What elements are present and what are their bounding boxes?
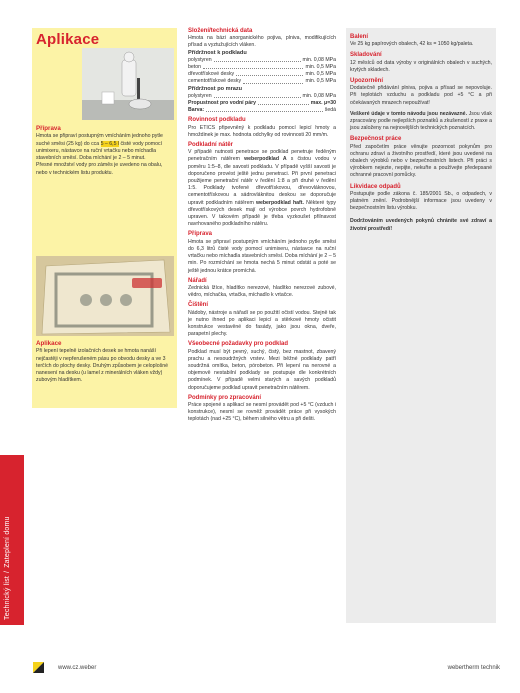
- footer-url[interactable]: www.cz.weber: [58, 665, 97, 671]
- adhesion-row: dřevotřískové desky min. 0,5 MPa: [188, 71, 336, 78]
- photo-mixing-illustration: [82, 48, 174, 120]
- substrate-text: Podklad musí být pevný, suchý, čistý, bez mastnot, zbavený prachu a nesoudržných vrstev. Mezi běžné podklady patří soudržná omítka, beton, pórobeton. Při lepení na nerovné a objemově nestabilní podklady se postupuje dle konkrétních podmínek. V případě velmi starých a savých podkladů doporučujeme podklad upravit penetračním nátěrem.: [188, 348, 336, 391]
- adhesion-row: beton min. 0,5 MPa: [188, 64, 336, 71]
- primer-text: V případě nutnosti penetrace se podklad penetruje ředěným penetračním nátěrem weberpodklad A s čistou vodou v poměru 1:5–8, dle savosti podkladu. V případě vyšší savosti je doporučeno provést ještě jednu penetraci. Při první penetraci použijeme penetrační nátěr v ředění 1:8 a při druhé v ředění 1:5. Podklady tvořené dřevotřískovou, dřevovláknovou, cementotřískovou a sádrovláknitou deskou se doporučuje upravit podkladním nátěrem weberpodklad haft. Některé typy dřevotřískových desek mají od výrobce povrch hydrofobně upraven. V takovém případě je třeba vyzkoušet přilnavost navrhovaného podkladního nátěru.: [188, 149, 337, 228]
- frost-row: polystyren min. 0,08 MPa: [188, 92, 336, 99]
- composition-heading: Složení/technická data: [188, 28, 253, 34]
- composition-text: Hmota na bázi anorganického pojiva, plniva, modifikujících přísad a vyztužujících vláken.: [188, 35, 336, 49]
- cleaning-text: Nádoby, nástroje a nářadí se po použití očistí vodou. Stejně tak je nutno ihned po aplikaci lepicí a stěrkové hmoty očistit konstrukce vestavěné do fasády, jako jsou okna, dveře, parapetní plechy.: [188, 309, 336, 338]
- photo-applying: [36, 256, 174, 336]
- disclaimer-text: Veškeré údaje v tomto návodu jsou nezávazné. Jsou však zpracovány podle nejlepších poznatků a zkušeností z praxe a jsou založeny na nejnovějších technických poznatcích.: [350, 110, 492, 132]
- sidebar-label-1: Technický list: [4, 575, 11, 620]
- footer-brand: webertherm technik: [447, 665, 500, 671]
- technical-column: [188, 28, 336, 424]
- safety-text: Před započetím práce věnujte pozornost pokynům pro ochranu zdraví a životního prostředí, které jsou uvedené na obalech výrobků nebo v bezpečnostních listech. Při práci s výrobkem nejezte, nepijte, nekuřte a používejte předepsané ochranné pracovní pomůcky.: [350, 143, 492, 179]
- sidebar-label-2: Zateplení domu: [4, 516, 11, 568]
- permeability-row: Propustnost pro vodní páry max. μ=30: [188, 100, 336, 107]
- conditions-heading: Podmínky pro zpracování: [188, 394, 262, 401]
- packaging-text: Ve 25 kg papírových obalech, 42 ks = 1050 kg/paleta.: [350, 41, 474, 48]
- adhesion-heading: Přídržnost k podkladu: [188, 49, 247, 56]
- application-heading: Aplikace: [36, 340, 62, 347]
- application-title: Aplikace: [36, 31, 100, 48]
- flatness-text: Pro ETICS připevněný k podkladu pomocí lepicí hmoty a hmoždinek je max. hodnota odchylky od rovinnosti 20 mm/m.: [188, 124, 336, 138]
- storage-heading: Skladování: [350, 52, 382, 59]
- flatness-heading: Rovinnost podkladu: [188, 117, 246, 124]
- warning-heading: Upozornění: [350, 78, 383, 85]
- color-row: Barva: šedá: [188, 107, 336, 114]
- sidebar-strip-top: [0, 0, 24, 455]
- application-section: [36, 340, 174, 385]
- preparation-text: Hmota se připraví postupným vmícháním jednoho pytle suché směsi (25 kg) do cca 5 – 6,5 l čisté vody pomocí unimixeru, nástavce na ruční vrtačku nebo míchadla stavebních směsí. Doba míchání je 2 – 5 minut.: [36, 133, 163, 162]
- preparation-note: Přesné množství vody pro záměs je uvedeno na obalu, nebo v technickém listu produktu.: [36, 162, 163, 176]
- waste-heading: Likvidace odpadů: [350, 183, 401, 190]
- tools-heading: Nářadí: [188, 277, 207, 284]
- photo-applying-illustration: [36, 256, 174, 336]
- warning-text: Dodatečně přidávání plniva, pojiva a přísad se nepovoluje. Při teplotách vzduchu a podkladu pod +5 °C a při očekávaných mrazech nepoužívat!: [350, 85, 492, 106]
- sidebar-separator: /: [4, 570, 11, 573]
- cleaning-heading: Čištění: [188, 302, 209, 309]
- water-amount-highlight: 5 – 6,5 l: [100, 140, 120, 147]
- frost-heading: Přídržnost po mrazu: [188, 85, 243, 92]
- closing-note: Dodržováním uvedených pokynů chráníte své zdraví a životní prostředí!: [350, 218, 492, 232]
- conditions-text: Práce spojené s aplikací se nesmí provádět pod +5 °C (vzduch i konstrukce), nesmí se rovněž provádět práce při vysokých teplotách (nad +25 °C), během silného větru a při dešti.: [188, 401, 336, 423]
- sidebar-strip: [0, 0, 24, 693]
- substrate-heading: Všeobecné požadavky pro podklad: [188, 341, 289, 348]
- info-column: [346, 28, 496, 623]
- adhesion-row: polystyren min. 0,08 MPa: [188, 56, 336, 63]
- adhesion-row: cementotřískové desky min. 0,5 MPa: [188, 78, 336, 85]
- preparation-section: [36, 125, 174, 177]
- preparation2-text: Hmota se připraví postupným vmícháním jednoho pytle směsi do 6,3 litrů čisté vody pomocí unimixeru, nástavce na ruční vrtačku nebo míchadla stavebních směsí. Doba míchání je 2 – 5 min. Po rozmíchání se hmota nechá 5 minut odstát a poté se ještě jednou krátce promíchá.: [188, 238, 336, 274]
- application-text: Při lepení tepelně izolačních desek se hmota nanáší nejčastěji v nepřerušeném pásu po obvodu desky a ve 3 terčích do plochy desky. Druhým způsobem je celoplošné nanesení na desku (u lamel z minerálních vláken vždy) zubovým hladítkem.: [36, 348, 168, 384]
- packaging-heading: Balení: [350, 34, 369, 40]
- weber-logo-icon: [33, 662, 44, 673]
- preparation-heading: Příprava: [36, 125, 61, 132]
- tools-text: Zednická lžíce, hladítko nerezové, hladítko nerezové zubové, vědro, míchačka, vrtačka, míchadlo k vrtačce.: [188, 284, 336, 299]
- waste-text: Postupujte podle zákona č. 185/2001 Sb., o odpadech, v platném znění. Podrobnější informace jsou uvedeny v bezpečnostním listu výrobku.: [350, 190, 492, 212]
- preparation2-heading: Příprava: [188, 231, 213, 238]
- storage-text: 12 měsíců od data výroby v originálních obalech v suchých, krytých skladech.: [350, 59, 492, 73]
- sidebar-label: [4, 450, 20, 620]
- primer-heading: Podkladní nátěr: [188, 142, 234, 149]
- photo-mixing: [82, 48, 174, 120]
- safety-heading: Bezpečnost práce: [350, 136, 402, 143]
